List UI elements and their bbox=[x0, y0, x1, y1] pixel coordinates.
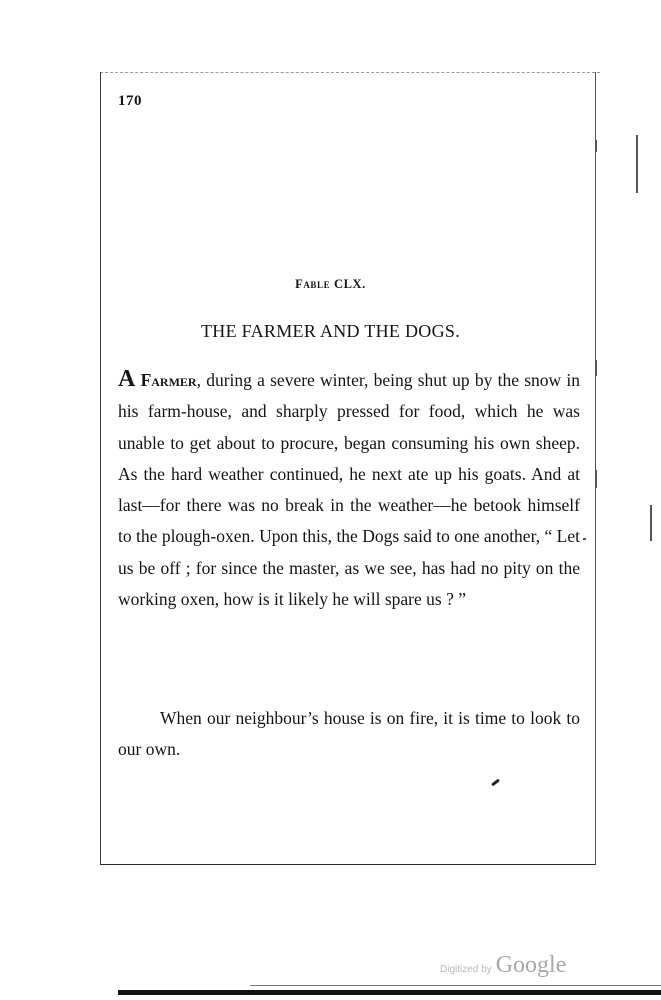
bottom-rule-thin bbox=[250, 985, 661, 986]
drop-letter: A bbox=[118, 366, 136, 392]
scan-mark bbox=[596, 470, 597, 488]
fable-body bbox=[118, 364, 580, 615]
bottom-rule bbox=[118, 990, 661, 995]
scan-mark bbox=[583, 538, 586, 540]
body-text: , during a severe winter, being shut up by the snow in his farm-house, and sharply pressed for food, which he was unable to get about to procure, began consuming his own sheep. As the hard weather continued, he next ate up his goats. And at last—for there was no break in the weather—he betook himself to the plough-oxen. Upon this, the Dogs said to one another, “ Let us be off ; for since the master, as we see, has had no pity on the working oxen, how is it likely he will spare us ? ” bbox=[118, 370, 580, 610]
page-number: 170 bbox=[118, 93, 142, 109]
scan-mark bbox=[636, 135, 638, 193]
scan-mark bbox=[596, 360, 597, 376]
scan-mark bbox=[650, 505, 652, 541]
scan-mark bbox=[596, 140, 597, 152]
digitized-watermark bbox=[440, 952, 566, 979]
first-word: Farmer bbox=[140, 370, 197, 390]
fable-number: Fable CLX. bbox=[295, 277, 366, 291]
fable-title: THE FARMER AND THE DOGS. bbox=[200, 321, 461, 341]
digitized-label: Digitized by bbox=[440, 964, 492, 975]
google-logo: Google bbox=[495, 952, 567, 978]
fable-moral: When our neighbour’s house is on fire, it is time to look to our own. bbox=[118, 708, 580, 760]
